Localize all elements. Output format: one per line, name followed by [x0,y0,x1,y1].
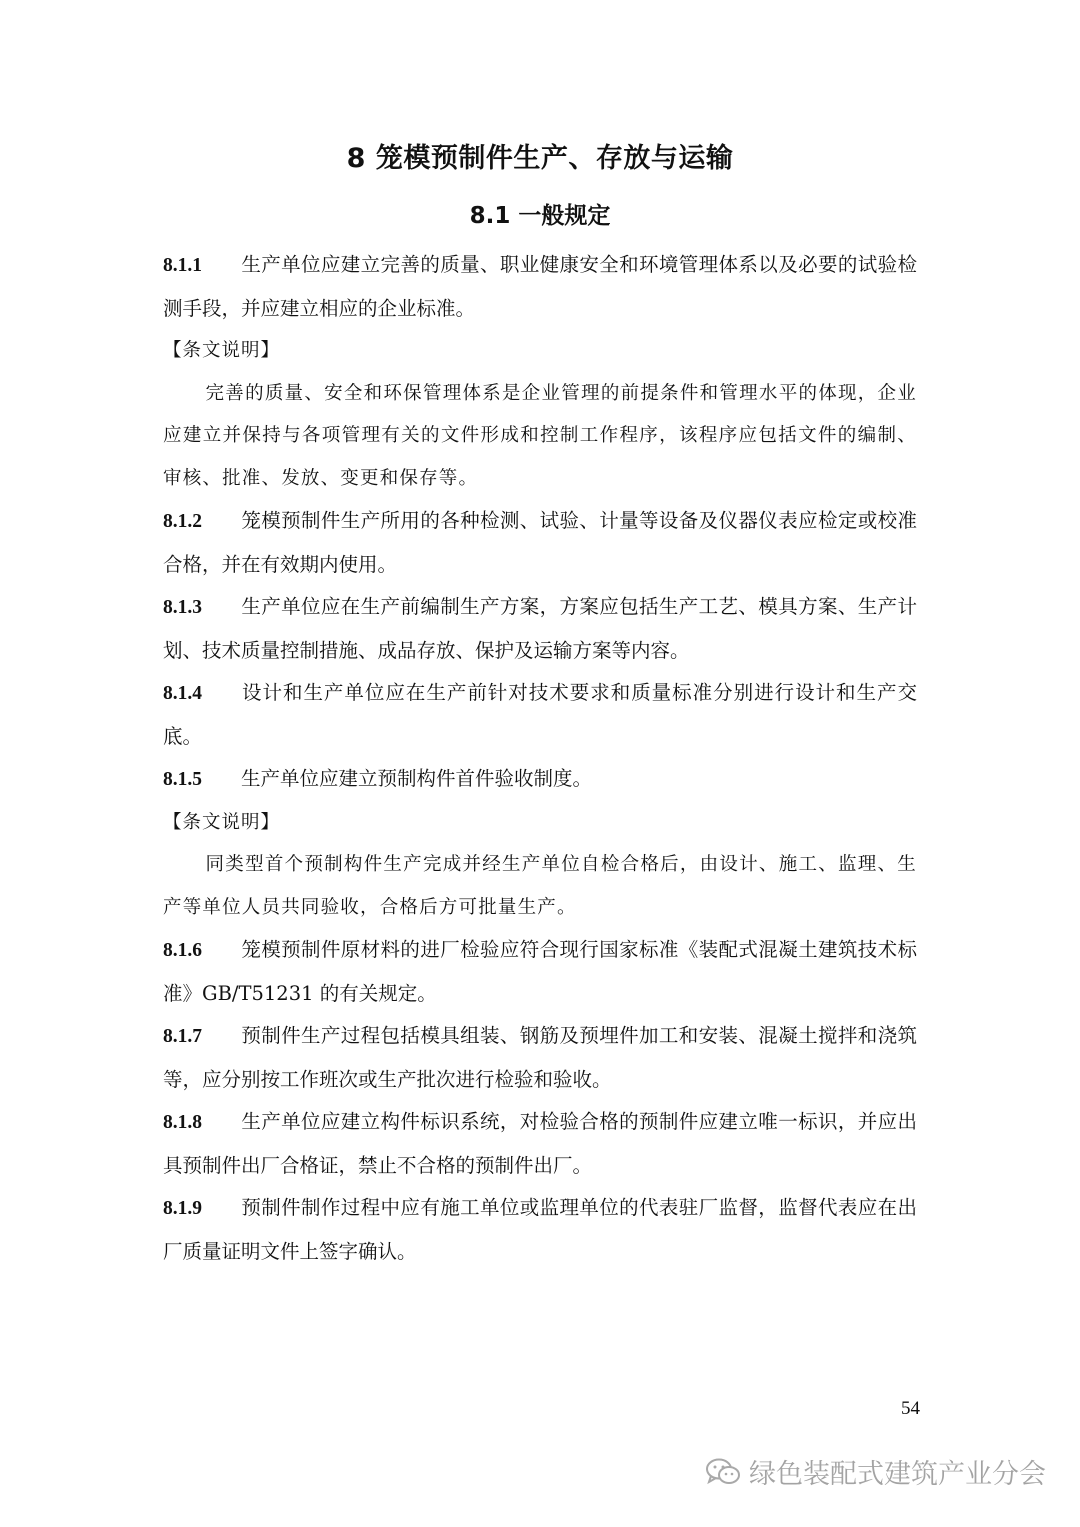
page-number: 54 [901,1398,920,1419]
clause-number: 8.1.7 [163,1026,202,1047]
clause-number: 8.1.6 [163,940,202,961]
clause-number: 8.1.2 [163,511,202,532]
clause-number: 8.1.3 [163,597,202,618]
clause-text: 预制件制作过程中应有施工单位或监理单位的代表驻厂监督，监督代表应在出厂质量证明文件上签字确认。 [163,1196,917,1263]
clause-number: 8.1.1 [163,255,202,276]
clause-8-1-1 [163,244,917,330]
clause-8-1-4 [163,672,917,758]
clause-8-1-2 [163,500,917,586]
note-text: 完善的质量、安全和环保管理体系是企业管理的前提条件和管理水平的体现，企业应建立并保持与各项管理有关的文件形成和控制工作程序，该程序应包括文件的编制、审核、批准、发放、变更和保存等。 [163,382,917,489]
clause-8-1-7 [163,1015,917,1101]
clause-number: 8.1.5 [163,769,202,790]
clause-8-1-9 [163,1187,917,1273]
clause-8-1-6 [163,929,917,1015]
clause-number: 8.1.8 [163,1112,202,1133]
clause-text: 生产单位应建立完善的质量、职业健康安全和环境管理体系以及必要的试验检测手段，并应建立相应的企业标准。 [163,253,917,320]
clause-text: 生产单位应在生产前编制生产方案，方案应包括生产工艺、模具方案、生产计划、技术质量控制措施、成品存放、保护及运输方案等内容。 [163,595,917,662]
clause-number: 8.1.4 [163,683,202,704]
chapter-title: 8 笼模预制件生产、存放与运输 [346,143,734,174]
clause-text: 笼模预制件原材料的进厂检验应符合现行国家标准《装配式混凝土建筑技术标准》GB/T51231 的有关规定。 [163,938,917,1005]
section-title: 8.1 一般规定 [469,203,611,229]
watermark [705,1452,1046,1491]
clause-8-1-5 [163,758,917,802]
clause-number: 8.1.9 [163,1198,202,1219]
watermark-text: 绿色装配式建筑产业分会 [749,1459,1046,1490]
clause-text: 生产单位应建立预制构件首件验收制度。 [241,767,593,790]
clause-text: 笼模预制件生产所用的各种检测、试验、计量等设备及仪器仪表应检定或校准合格，并在有效期内使用。 [163,509,917,576]
note-header: 【条文说明】 [163,340,281,361]
clause-8-1-8 [163,1101,917,1187]
clause-text: 设计和生产单位应在生产前针对技术要求和质量标准分别进行设计和生产交底。 [163,681,917,748]
document-body [163,244,917,1273]
note-text: 同类型首个预制构件生产完成并经生产单位自检合格后，由设计、施工、监理、生产等单位人员共同验收，合格后方可批量生产。 [163,854,917,918]
clause-8-1-3 [163,586,917,672]
note-header: 【条文说明】 [163,811,281,833]
clause-text: 生产单位应建立构件标识系统，对检验合格的预制件应建立唯一标识，并应出具预制件出厂合格证，禁止不合格的预制件出厂。 [163,1110,917,1177]
wechat-icon [705,1457,741,1487]
clause-text: 预制件生产过程包括模具组装、钢筋及预埋件加工和安装、混凝土搅拌和浇筑等，应分别按工作班次或生产批次进行检验和验收。 [163,1024,917,1091]
